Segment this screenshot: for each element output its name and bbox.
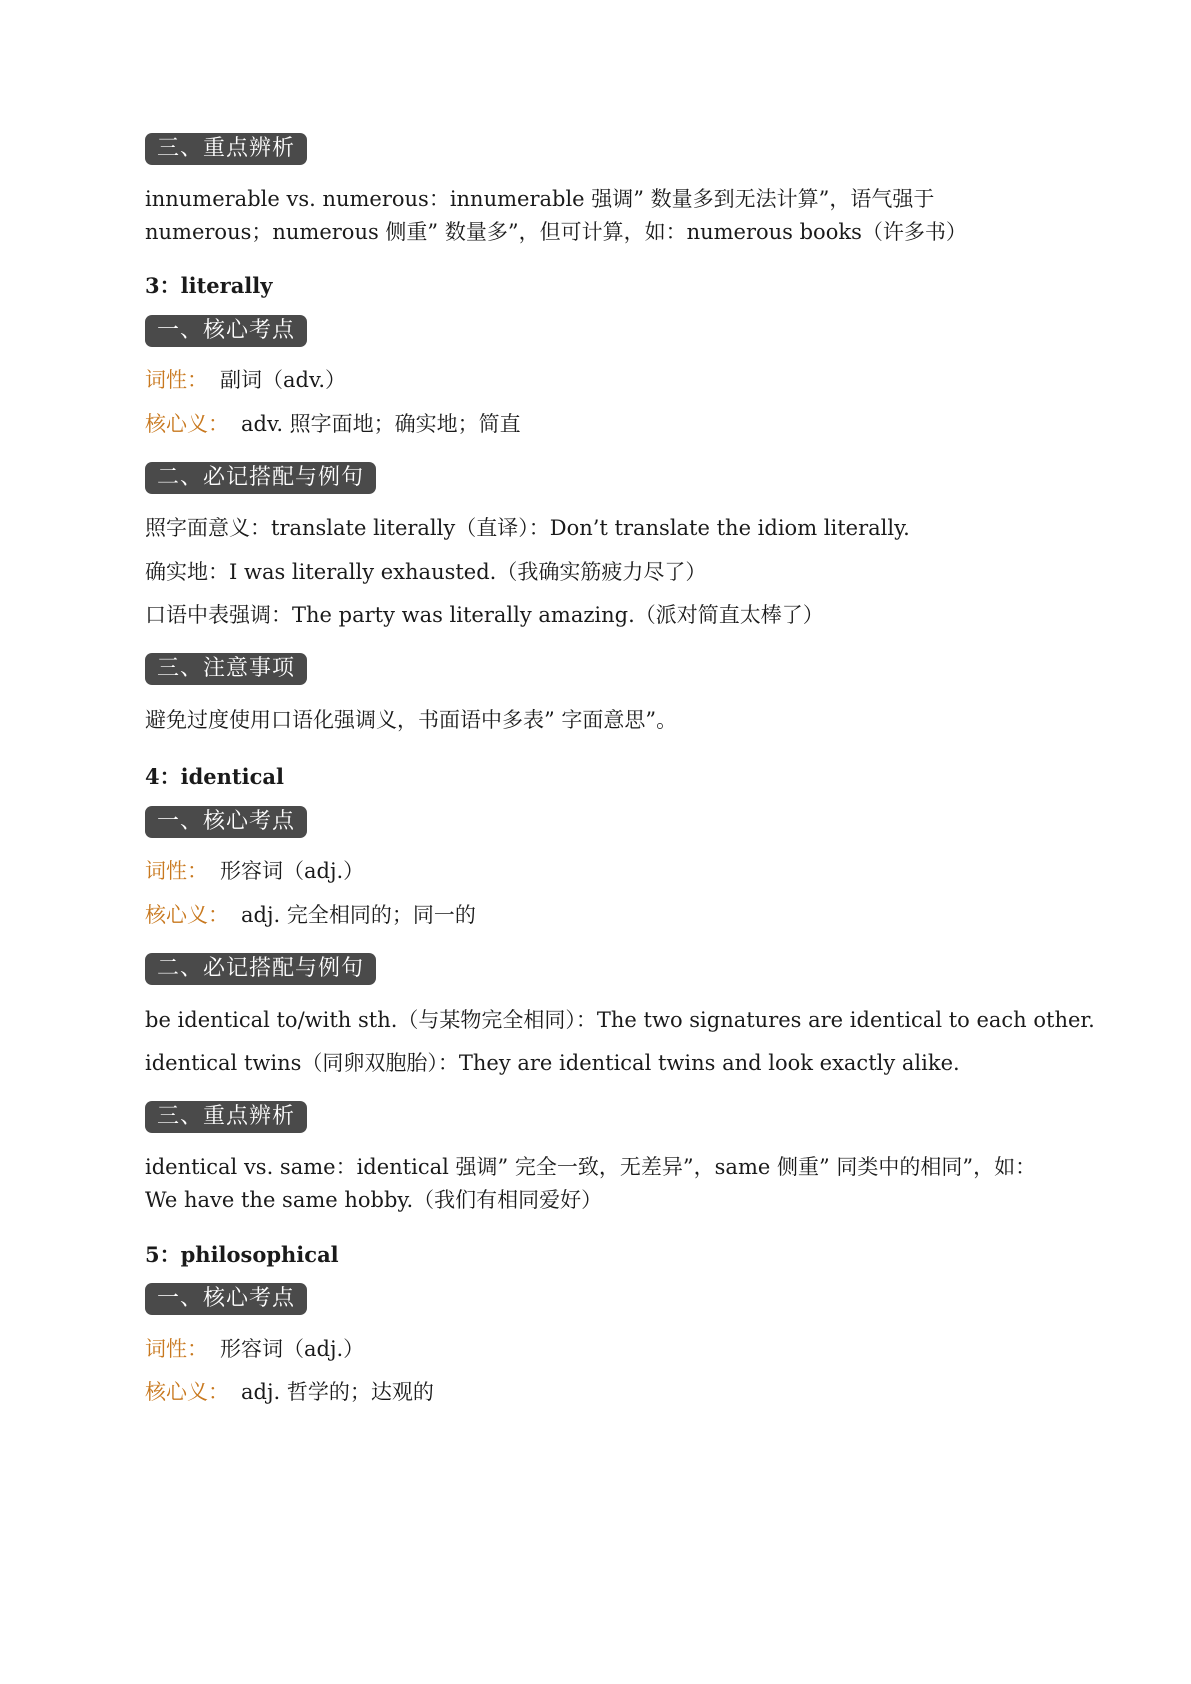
pos-line: [145, 855, 364, 887]
word-heading-identical: 4：identical: [145, 764, 284, 789]
example-line: be identical to/with sth.（与某物完全相同）：The two signatures are identical to each other.: [145, 1008, 1095, 1032]
pos-label: 词性：: [145, 368, 208, 392]
section-tag-core: 一、核心考点: [145, 315, 307, 347]
pos-value: 形容词（adj.）: [220, 1337, 365, 1361]
analysis-paragraph: innumerable vs. numerous：innumerable 强调” 数量多到无法计算”，语气强于 numerous；numerous 侧重” 数量多”，但可计算，如：numerous books（许多书）: [145, 187, 967, 244]
example-line: 确实地：I was literally exhausted.（我确实筋疲力尽了）: [145, 560, 707, 584]
pos-value: 形容词（adj.）: [220, 859, 365, 883]
meaning-value: adj. 哲学的；达观的: [241, 1380, 434, 1404]
section-tag-analysis: 三、重点辨析: [145, 133, 307, 165]
word-heading-literally: 3：literally: [145, 273, 273, 298]
meaning-line: [145, 408, 521, 440]
note-line: 避免过度使用口语化强调义，书面语中多表” 字面意思”。: [145, 708, 678, 732]
section-tag-notes: 三、注意事项: [145, 653, 307, 685]
word-heading-philosophical: 5：philosophical: [145, 1242, 339, 1267]
section-tag-core: 一、核心考点: [145, 806, 307, 838]
analysis-paragraph: identical vs. same：identical 强调” 完全一致，无差异”，same 侧重” 同类中的相同”，如：We have the same hobby.（我们有相同爱好）: [145, 1155, 1037, 1212]
meaning-value: adj. 完全相同的；同一的: [241, 903, 476, 927]
section-tag-collocations: 二、必记搭配与例句: [145, 462, 376, 494]
example-line: identical twins（同卵双胞胎）：They are identical twins and look exactly alike.: [145, 1051, 960, 1075]
section-tag-core: 一、核心考点: [145, 1283, 307, 1315]
meaning-label: 核心义：: [145, 412, 229, 436]
meaning-label: 核心义：: [145, 903, 229, 927]
example-line: 口语中表强调：The party was literally amazing.（派对简直太棒了）: [145, 603, 824, 627]
meaning-value: adv. 照字面地；确实地；简直: [241, 412, 521, 436]
example-line: 照字面意义：translate literally（直译）：Don’t translate the idiom literally.: [145, 516, 910, 540]
meaning-line: [145, 899, 476, 931]
pos-value: 副词（adv.）: [220, 368, 347, 392]
meaning-label: 核心义：: [145, 1380, 229, 1404]
meaning-line: [145, 1376, 434, 1408]
pos-label: 词性：: [145, 1337, 208, 1361]
section-tag-collocations: 二、必记搭配与例句: [145, 953, 376, 985]
pos-line: [145, 1333, 364, 1365]
pos-line: [145, 364, 346, 396]
section-tag-analysis: 三、重点辨析: [145, 1101, 307, 1133]
pos-label: 词性：: [145, 859, 208, 883]
